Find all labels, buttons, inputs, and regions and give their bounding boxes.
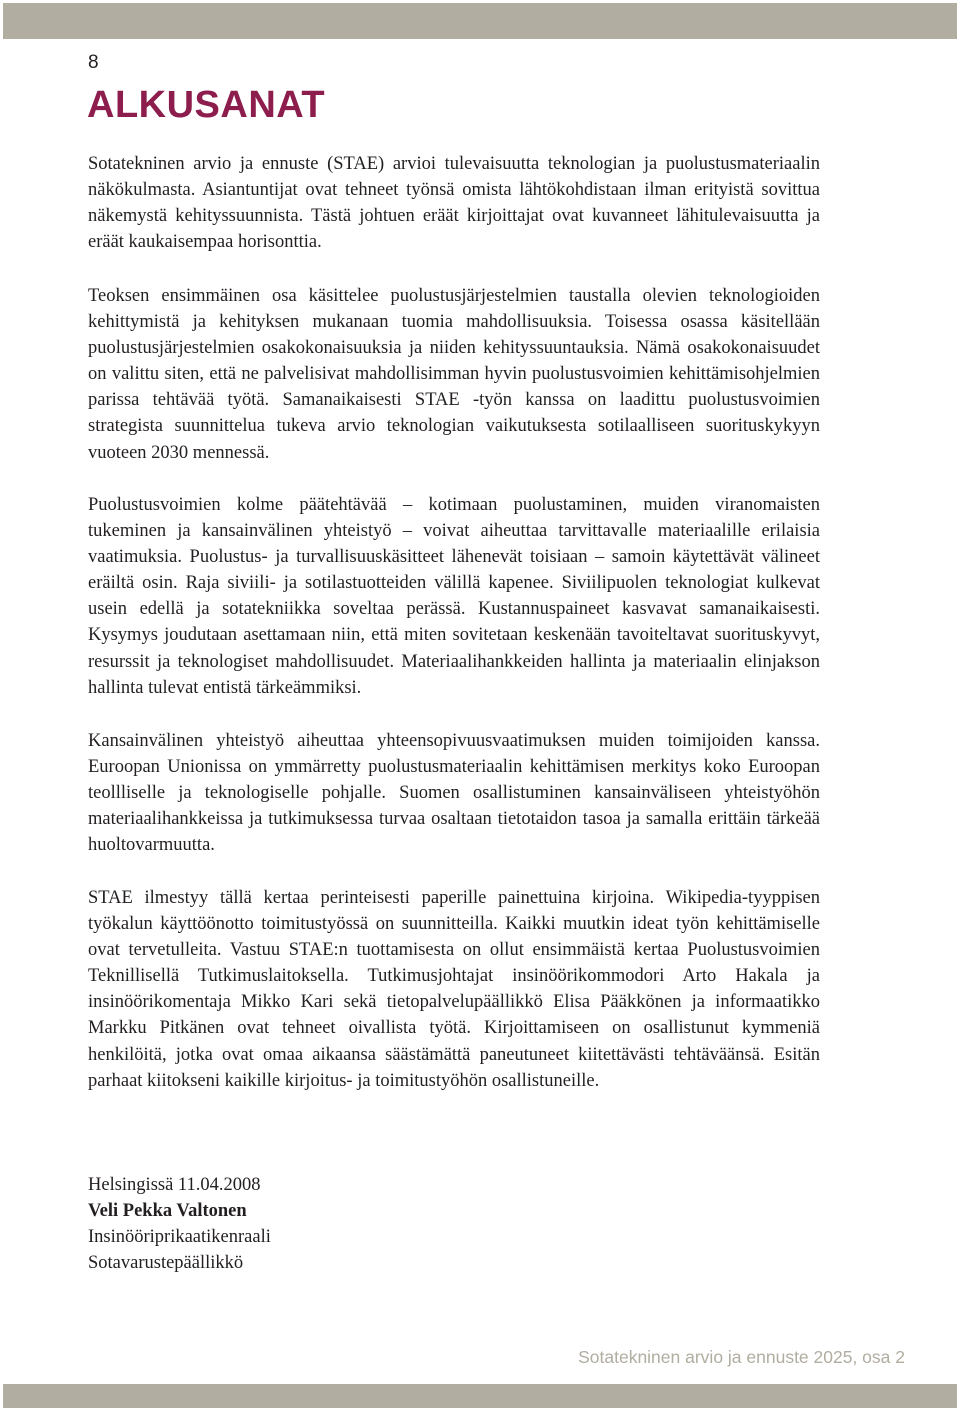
paragraph-tasks: Puolustusvoimien kolme päätehtävää – kotimaan puolustaminen, muiden viranomaisten tukeminen ja kansainvälinen yhteistyö – voivat aiheuttaa tarvittavalle materiaalille erilaisia vaatimuksia. Puolustus- ja turvallisuuskäsitteet lähenevät toisiaan – samoin käytettävät välineet eräiltä osin. Raja siviili- ja sotilastuotteiden välillä kapenee. Siviilipuolen teknologiat kulkevat usein edellä ja sotatekniikka soveltaa perässä. Kustannuspaineet kasvavat samanaikaisesti. Kysymys joudutaan asettamaan niin, että miten sovitetaan keskenään tavoiteltavat suorituskyvyt, resurssit ja teknologiset mahdollisuudet. Materiaalihankkeiden hallinta ja materiaalin elinjakson hallinta tulevat entistä tärkeämmiksi. <box>88 495 820 698</box>
signature-block <box>88 1172 271 1276</box>
paragraph-cooperation: Kansainvälinen yhteistyö aiheuttaa yhteensopivuusvaatimuksen muiden toimijoiden kanssa. Euroopan Unionissa on ymmärretty puolustusmateriaalin kehittämisen merkitys koko Euroopan teollliselle ja teknologiselle pohjalle. Suomen osallistuminen kansainväliseen yhteistyöhön materiaalihankkeissa ja tutkimuksessa turvaa osaltaan tietotaidon tasoa ja samalla erittäin tärkeää huoltovarmuutta. <box>88 731 820 856</box>
header-bar <box>3 3 957 39</box>
signature-name: Veli Pekka Valtonen <box>88 1201 247 1222</box>
signature-position: Sotavarustepäällikkö <box>88 1253 244 1274</box>
page-number: 8 <box>88 52 99 73</box>
paragraph-contents: Teoksen ensimmäinen osa käsittelee puolustusjärjestelmien taustalla olevien teknologioiden kehittymistä ja kehityksen mukanaan tuomia mahdollisuuksia. Toisessa osassa käsitellään puolustusjärjestelmien osakokonaisuuksia ja niiden kehityssuuntauksia. Nämä osakokonaisuudet on valittu siten, että ne palvelisivat mahdollisimman hyvin puolustusvoimien kehittämisohjelmien parissa tehtävää työtä. Samanaikaisesti STAE -työn kanssa on laadittu puolustusvoimien strategista suunnittelua tukeva arvio teknologian vaikutuksesta sotilaalliseen suorituskykyyn vuoteen 2030 mennessä. <box>88 286 820 463</box>
signature-place-date: Helsingissä 11.04.2008 <box>88 1175 261 1195</box>
page-title: ALKUSANAT <box>87 84 326 126</box>
paragraph-intro: Sotatekninen arvio ja ennuste (STAE) arvioi tulevaisuutta teknologian ja puolustusmateriaalin näkökulmasta. Asiantuntijat ovat tehneet työnsä omista lähtökohdistaan ilman erityistä sovittua näkemystä kehityssuunnista. Tästä johtuen eräät kirjoittajat ovat kuvanneet lähitulevaisuutta ja eräät kaukaisempaa horisonttia. <box>88 154 820 253</box>
footer-bar <box>3 1384 957 1408</box>
footer-publication-title: Sotatekninen arvio ja ennuste 2025, osa 2 <box>578 1347 905 1367</box>
signature-rank: Insinööriprikaatikenraali <box>88 1227 271 1248</box>
paragraph-acknowledgements: STAE ilmestyy tällä kertaa perinteisesti paperille painettuina kirjoina. Wikipedia-tyyppisen työkalun käyttöönotto toimitustyössä on suunnitteilla. Kaikki muutkin ideat työn kehittämiselle ovat tervetulleita. Vastuu STAE:n tuottamisesta on ollut ensimmäistä kertaa Puolustusvoimien Teknillisellä Tutkimuslaitoksella. Tutkimusjohtajat insinöörikommodori Arto Hakala ja insinöörikomentaja Mikko Kari sekä tietopalvelupäällikkö Elisa Pääkkönen ja informaatikko Markku Pitkänen ovat tehneet oivallista työtä. Kirjoittamiseen on osallistunut kymmeniä henkilöitä, jotka ovat omaa aikaansa säästämättä paneutuneet kiitettävästi tehtäväänsä. Esitän parhaat kiitokseni kaikille kirjoitus- ja toimitustyöhön osallistuneille. <box>88 888 820 1091</box>
